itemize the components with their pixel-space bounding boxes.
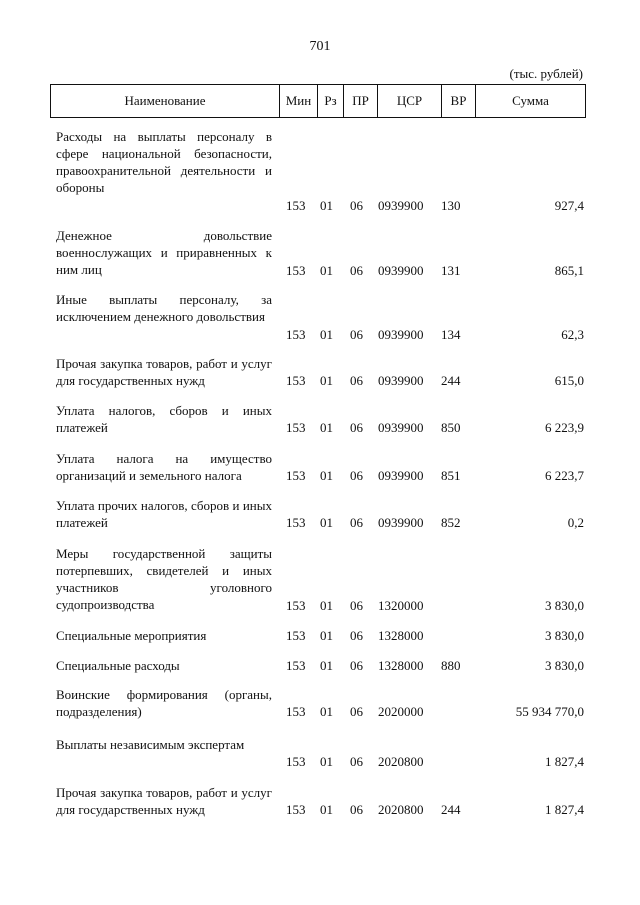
cell-rz: 01 xyxy=(320,754,333,769)
cell-name: Специальные мероприятия xyxy=(56,628,207,643)
table-row xyxy=(0,291,640,343)
cell-name: Денежное довольствие военнослужащих и приравненных к ним лиц xyxy=(56,228,272,277)
table-row xyxy=(0,450,640,484)
cell-vr: 850 xyxy=(441,420,461,435)
cell-csr: 0939900 xyxy=(378,515,424,530)
cell-rz: 01 xyxy=(320,628,333,643)
cell-name: Специальные расходы xyxy=(56,658,180,673)
column-header-csr: ЦСР xyxy=(377,85,441,117)
table-row xyxy=(0,227,640,279)
cell-pr: 06 xyxy=(350,598,363,613)
cell-rz: 01 xyxy=(320,802,333,817)
cell-vr: 880 xyxy=(441,658,461,673)
cell-rz: 01 xyxy=(320,420,333,435)
cell-pr: 06 xyxy=(350,373,363,388)
cell-rz: 01 xyxy=(320,704,333,719)
units-label: (тыс. рублей) xyxy=(509,66,583,81)
column-header-name: Наименование xyxy=(124,93,206,108)
cell-sum: 615,0 xyxy=(554,373,584,388)
cell-min: 153 xyxy=(286,263,306,278)
table-row xyxy=(0,545,640,614)
cell-sum: 3 830,0 xyxy=(545,658,584,673)
cell-pr: 06 xyxy=(350,802,363,817)
page-number: 701 xyxy=(309,39,331,54)
cell-name: Меры государственной защиты потерпевших, свидетелей и иных участников уголовного судопроизводства xyxy=(56,546,272,612)
cell-vr: 244 xyxy=(441,802,461,817)
cell-name: Расходы на выплаты персоналу в сфере национальной безопасности, правоохранительной деятельности и обороны xyxy=(56,129,272,195)
cell-csr: 2020800 xyxy=(378,802,424,817)
cell-min: 153 xyxy=(286,468,306,483)
table-row xyxy=(0,657,640,674)
cell-csr: 0939900 xyxy=(378,198,424,213)
cell-sum: 927,4 xyxy=(554,198,584,213)
cell-sum: 865,1 xyxy=(554,263,584,278)
cell-min: 153 xyxy=(286,658,306,673)
cell-min: 153 xyxy=(286,598,306,613)
table-row xyxy=(0,128,640,214)
cell-csr: 0939900 xyxy=(378,263,424,278)
cell-sum: 1 827,4 xyxy=(545,754,584,769)
cell-pr: 06 xyxy=(350,515,363,530)
column-header-min: Мин xyxy=(279,85,317,117)
cell-min: 153 xyxy=(286,802,306,817)
cell-pr: 06 xyxy=(350,420,363,435)
cell-min: 153 xyxy=(286,373,306,388)
cell-rz: 01 xyxy=(320,515,333,530)
cell-csr: 0939900 xyxy=(378,327,424,342)
cell-pr: 06 xyxy=(350,704,363,719)
cell-csr: 0939900 xyxy=(378,420,424,435)
cell-rz: 01 xyxy=(320,598,333,613)
cell-min: 153 xyxy=(286,704,306,719)
cell-rz: 01 xyxy=(320,263,333,278)
table-row xyxy=(0,402,640,436)
cell-pr: 06 xyxy=(350,754,363,769)
cell-name: Уплата налога на имущество организаций и земельного налога xyxy=(56,451,272,483)
cell-name: Иные выплаты персоналу, за исключением денежного довольствия xyxy=(56,292,272,324)
table-row xyxy=(0,784,640,818)
cell-pr: 06 xyxy=(350,628,363,643)
cell-pr: 06 xyxy=(350,198,363,213)
cell-rz: 01 xyxy=(320,327,333,342)
cell-vr: 852 xyxy=(441,515,461,530)
cell-pr: 06 xyxy=(350,658,363,673)
cell-vr: 134 xyxy=(441,327,461,342)
cell-min: 153 xyxy=(286,754,306,769)
cell-min: 153 xyxy=(286,327,306,342)
cell-sum: 3 830,0 xyxy=(545,598,584,613)
cell-csr: 1320000 xyxy=(378,598,424,613)
cell-csr: 1328000 xyxy=(378,628,424,643)
cell-name: Воинские формирования (органы, подразделения) xyxy=(56,687,272,719)
cell-sum: 3 830,0 xyxy=(545,628,584,643)
cell-min: 153 xyxy=(286,420,306,435)
cell-rz: 01 xyxy=(320,468,333,483)
cell-sum: 62,3 xyxy=(561,327,584,342)
cell-sum: 6 223,9 xyxy=(545,420,584,435)
cell-name: Уплата налогов, сборов и иных платежей xyxy=(56,403,272,435)
cell-sum: 0,2 xyxy=(567,515,584,530)
cell-rz: 01 xyxy=(320,373,333,388)
cell-csr: 2020000 xyxy=(378,704,424,719)
cell-vr: 131 xyxy=(441,263,461,278)
cell-rz: 01 xyxy=(320,658,333,673)
cell-sum: 55 934 770,0 xyxy=(515,704,584,719)
cell-name: Выплаты независимым экспертам xyxy=(56,737,245,752)
cell-vr: 130 xyxy=(441,198,461,213)
column-header-pr: ПР xyxy=(343,85,377,117)
cell-pr: 06 xyxy=(350,263,363,278)
cell-name: Прочая закупка товаров, работ и услуг для государственных нужд xyxy=(56,356,272,388)
column-header-rz: Рз xyxy=(317,85,343,117)
cell-rz: 01 xyxy=(320,198,333,213)
cell-sum: 6 223,7 xyxy=(545,468,584,483)
cell-vr: 851 xyxy=(441,468,461,483)
cell-vr: 244 xyxy=(441,373,461,388)
table-row xyxy=(0,627,640,644)
table-row xyxy=(0,355,640,389)
table-row xyxy=(0,736,640,770)
table-row xyxy=(0,686,640,720)
cell-min: 153 xyxy=(286,628,306,643)
cell-min: 153 xyxy=(286,515,306,530)
cell-csr: 0939900 xyxy=(378,373,424,388)
cell-csr: 2020800 xyxy=(378,754,424,769)
cell-name: Уплата прочих налогов, сборов и иных платежей xyxy=(56,498,272,530)
cell-csr: 0939900 xyxy=(378,468,424,483)
table-header xyxy=(50,84,586,118)
cell-min: 153 xyxy=(286,198,306,213)
cell-pr: 06 xyxy=(350,468,363,483)
cell-pr: 06 xyxy=(350,327,363,342)
cell-name: Прочая закупка товаров, работ и услуг для государственных нужд xyxy=(56,785,272,817)
table-row xyxy=(0,497,640,531)
column-header-vr: ВР xyxy=(441,85,475,117)
column-header-sum: Сумма xyxy=(475,85,585,117)
cell-csr: 1328000 xyxy=(378,658,424,673)
cell-sum: 1 827,4 xyxy=(545,802,584,817)
